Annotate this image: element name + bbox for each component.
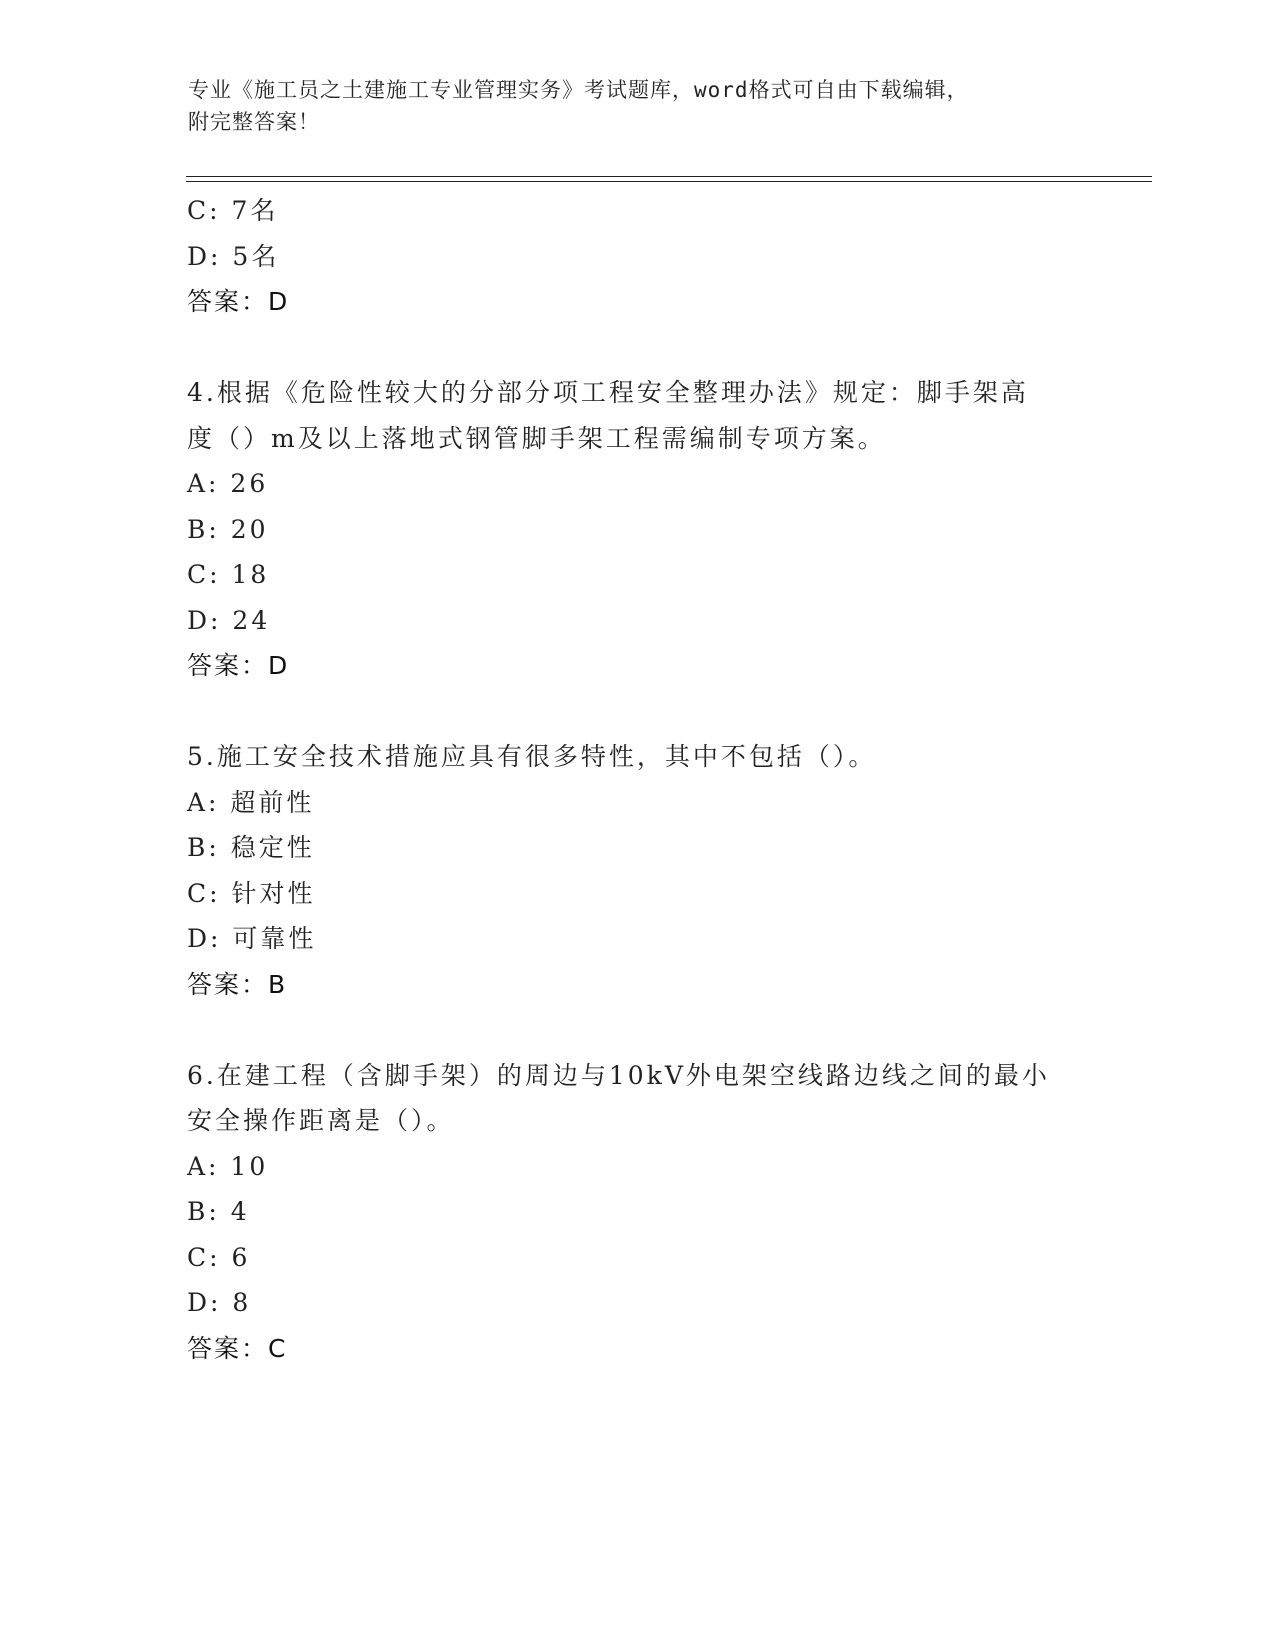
spacer <box>187 325 1087 371</box>
header-line-1: 专业《施工员之土建施工专业管理实务》考试题库，word格式可自由下载编辑， <box>188 78 969 102</box>
question-6 <box>187 1053 1087 1372</box>
header-divider-top <box>186 176 1152 177</box>
option-a: A: 26 <box>187 469 269 498</box>
option-d: D: 5名 <box>187 241 280 271</box>
question-5 <box>187 734 1087 1007</box>
answer-line: 答案：D <box>187 651 290 680</box>
question-stem: 6.在建工程（含脚手架）的周边与10kV外电架空线路边线之间的最小 <box>187 1060 1050 1090</box>
header-line-2: 附完整答案！ <box>188 110 320 134</box>
option-b: B: 4 <box>187 1197 250 1226</box>
option-d: D: 24 <box>187 605 271 635</box>
question-stem: 度（）m及以上落地式钢管脚手架工程需编制专项方案。 <box>187 423 886 453</box>
question-stem: 5.施工安全技术措施应具有很多特性，其中不包括（）。 <box>187 742 877 771</box>
option-c: C: 7名 <box>187 196 279 225</box>
option-b: B: 20 <box>187 514 269 544</box>
option-c: C: 6 <box>187 1242 251 1272</box>
question-list <box>187 188 1087 1371</box>
document-header <box>188 74 1088 138</box>
question-4 <box>187 370 1087 689</box>
option-a: A: 10 <box>187 1151 269 1181</box>
option-c: C: 18 <box>187 560 270 589</box>
spacer <box>187 1007 1087 1053</box>
answer-line: 答案：B <box>187 969 288 999</box>
option-d: D: 8 <box>187 1288 252 1317</box>
option-b: B: 稳定性 <box>187 833 315 862</box>
option-a: A: 超前性 <box>187 787 315 817</box>
question-3-continued <box>187 188 1087 325</box>
question-stem: 安全操作距离是（）。 <box>187 1106 455 1135</box>
spacer <box>187 689 1087 735</box>
question-stem: 4.根据《危险性较大的分部分项工程安全整理办法》规定：脚手架高 <box>187 378 1029 407</box>
option-c: C: 针对性 <box>187 878 316 908</box>
option-d: D: 可靠性 <box>187 924 317 953</box>
header-divider-bottom <box>186 181 1152 182</box>
answer-line: 答案：C <box>187 1333 288 1363</box>
answer-line: 答案：D <box>187 287 290 316</box>
